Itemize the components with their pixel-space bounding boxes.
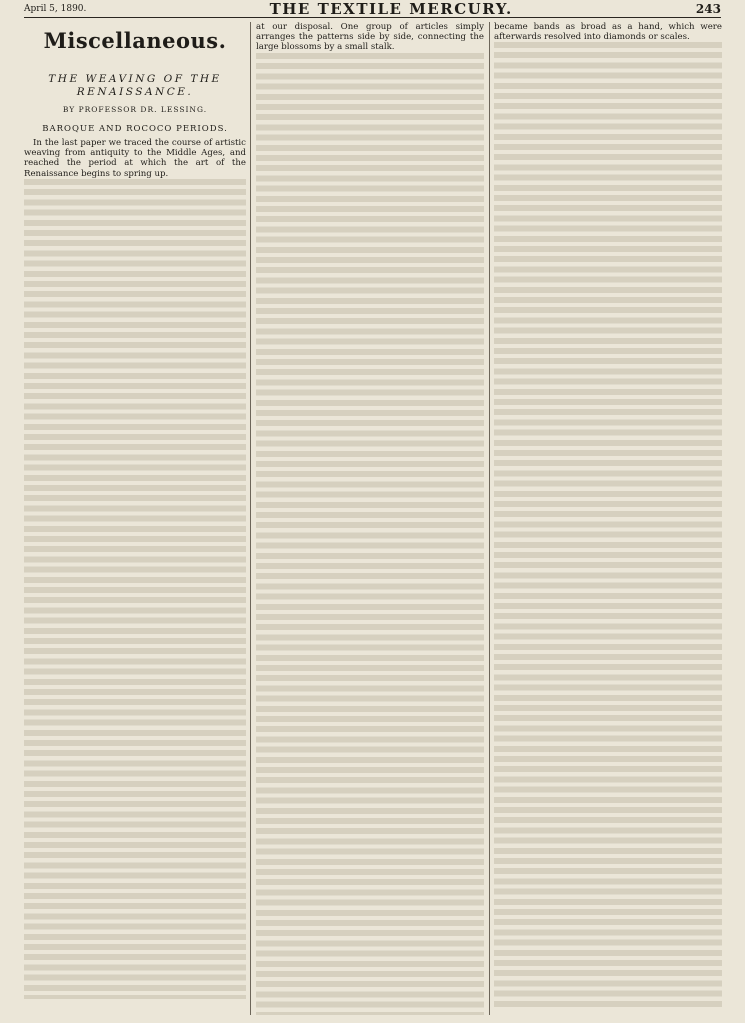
c3-paragraph-1: became bands as broad as a hand, which were afterwards resolved into diamonds or scales. — [494, 22, 722, 43]
article-subheading: BAROQUE AND ROCOCO PERIODS. — [42, 124, 228, 134]
column-1 — [24, 22, 246, 1015]
c2-unreadable-text — [256, 53, 484, 1015]
column-rule-right — [489, 22, 490, 1015]
c3-unreadable-text — [494, 42, 722, 1007]
column-rule-left — [250, 22, 251, 1015]
section-heading: Miscellaneous. — [43, 28, 227, 53]
publication-title: THE TEXTILE MERCURY. — [269, 0, 513, 18]
page-number: 243 — [695, 1, 721, 16]
c2-paragraph-1: at our disposal. One group of articles simply arranges the patterns side by side, connecting the large blossoms by a small stalk. — [256, 22, 484, 53]
masthead — [24, 0, 721, 18]
column-2 — [256, 22, 484, 1015]
c1-unreadable-text — [24, 179, 246, 999]
article-title: THE WEAVING OF THE RENAISSANCE. — [48, 73, 222, 98]
column-3 — [494, 22, 722, 1015]
article-byline: BY PROFESSOR DR. LESSING. — [62, 105, 208, 114]
issue-date: April 5, 1890. — [24, 3, 87, 14]
c1-paragraph-1: In the last paper we traced the course of artistic weaving from antiquity to the Middle Ages, and reached the period at which the art of the Renaissance begins to spring up. — [24, 138, 246, 179]
